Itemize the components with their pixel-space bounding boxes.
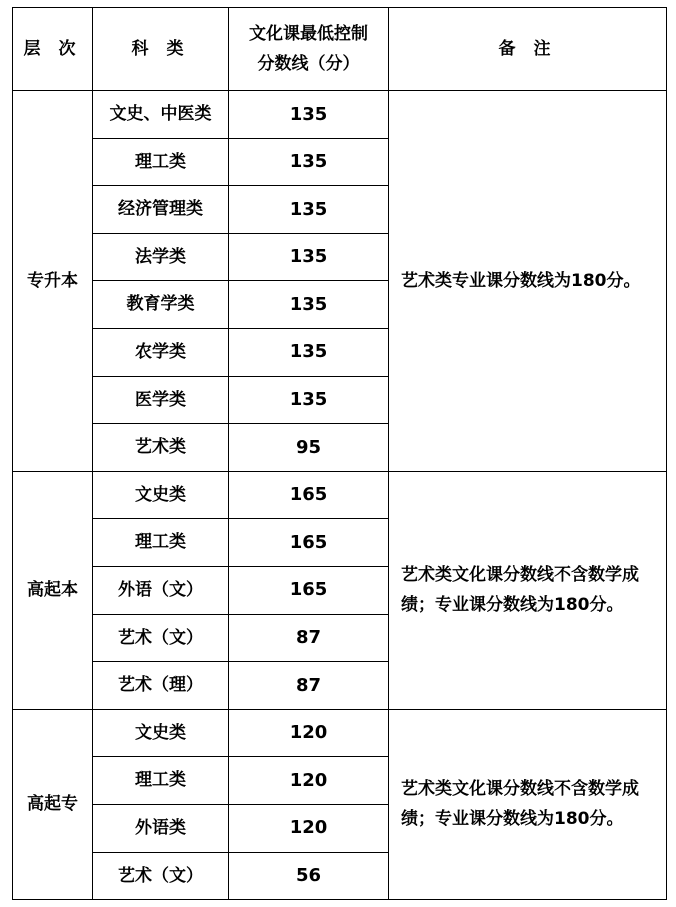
level-cell: 高起专 (13, 709, 93, 899)
table-row (13, 91, 667, 139)
header-score-line1: 文化课最低控制 (249, 24, 368, 44)
subject-cell: 文史、中医类 (93, 91, 229, 139)
subject-cell: 理工类 (93, 757, 229, 805)
subject-cell: 法学类 (93, 233, 229, 281)
table-row (13, 709, 667, 757)
note-cell: 艺术类文化课分数线不含数学成绩；专业课分数线为180分。 (389, 709, 667, 899)
header-subject: 科 类 (93, 8, 229, 91)
score-cell: 165 (229, 519, 389, 567)
header-score (229, 8, 389, 91)
score-cell: 135 (229, 91, 389, 139)
score-cell: 87 (229, 614, 389, 662)
score-cell: 95 (229, 424, 389, 472)
subject-cell: 理工类 (93, 138, 229, 186)
score-cell: 120 (229, 804, 389, 852)
table-body (13, 91, 667, 900)
score-table (12, 7, 667, 900)
subject-cell: 教育学类 (93, 281, 229, 329)
score-cell: 135 (229, 281, 389, 329)
header-score-line2: 分数线（分） (257, 54, 360, 74)
subject-cell: 艺术（文） (93, 614, 229, 662)
subject-cell: 艺术（文） (93, 852, 229, 900)
score-cell: 135 (229, 376, 389, 424)
subject-cell: 农学类 (93, 328, 229, 376)
table-header (13, 8, 667, 91)
subject-cell: 经济管理类 (93, 186, 229, 234)
score-cell: 135 (229, 233, 389, 281)
score-cell: 135 (229, 328, 389, 376)
score-cell: 56 (229, 852, 389, 900)
subject-cell: 艺术（理） (93, 662, 229, 710)
subject-cell: 文史类 (93, 709, 229, 757)
note-cell: 艺术类文化课分数线不含数学成绩；专业课分数线为180分。 (389, 471, 667, 709)
score-cell: 135 (229, 186, 389, 234)
header-note: 备 注 (389, 8, 667, 91)
table-row (13, 471, 667, 519)
score-cell: 120 (229, 709, 389, 757)
level-cell: 专升本 (13, 91, 93, 472)
subject-cell: 外语（文） (93, 566, 229, 614)
subject-cell: 外语类 (93, 804, 229, 852)
subject-cell: 理工类 (93, 519, 229, 567)
level-cell: 高起本 (13, 471, 93, 709)
header-level: 层 次 (13, 8, 93, 91)
note-cell: 艺术类专业课分数线为180分。 (389, 91, 667, 472)
score-cell: 135 (229, 138, 389, 186)
score-cell: 120 (229, 757, 389, 805)
score-cell: 165 (229, 471, 389, 519)
subject-cell: 文史类 (93, 471, 229, 519)
score-cell: 165 (229, 566, 389, 614)
subject-cell: 艺术类 (93, 424, 229, 472)
score-cell: 87 (229, 662, 389, 710)
header-row (13, 8, 667, 91)
subject-cell: 医学类 (93, 376, 229, 424)
